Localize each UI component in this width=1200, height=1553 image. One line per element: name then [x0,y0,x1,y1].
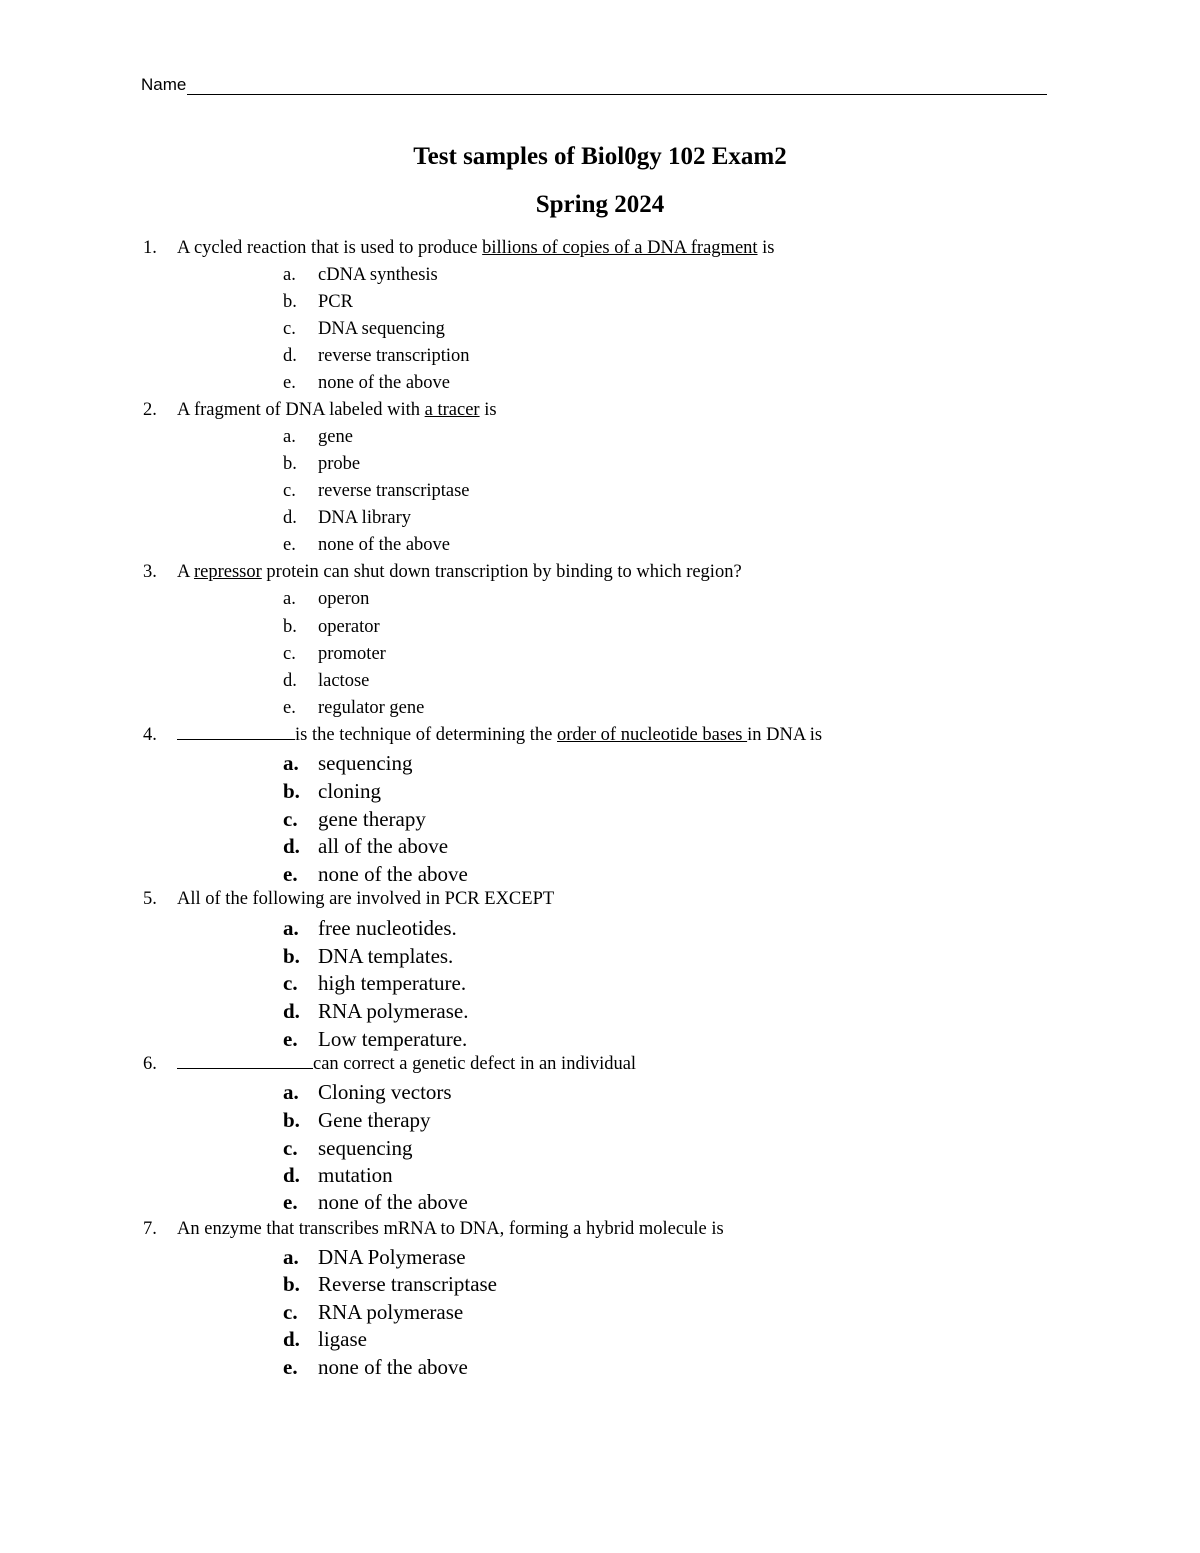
option-letter: b. [283,1272,300,1296]
option-letter: e. [283,1027,298,1051]
option-text: none of the above [318,1355,468,1379]
answer-option[interactable] [283,617,380,638]
answer-option[interactable] [283,779,381,804]
answer-option[interactable] [283,373,450,394]
exam-term: Spring 2024 [535,191,665,218]
answer-option[interactable] [283,1108,431,1133]
question-text: is [479,400,497,420]
answer-option[interactable] [283,698,424,719]
answer-option[interactable] [283,535,450,556]
option-text: none of the above [318,1190,468,1214]
option-letter: c. [283,481,296,501]
answer-option[interactable] [283,508,411,529]
question-5 [143,889,554,910]
option-letter: c. [283,1136,298,1160]
question-1 [143,238,775,259]
option-text: free nucleotides. [318,916,457,940]
option-text: ligase [318,1327,367,1351]
answer-option[interactable] [283,1136,412,1161]
option-text: RNA polymerase. [318,999,469,1023]
option-letter: d. [283,999,300,1023]
option-text: PCR [318,292,353,312]
option-letter: e. [283,535,296,555]
question-number: 1. [143,238,157,258]
answer-option[interactable] [283,944,453,969]
option-letter: e. [283,862,298,886]
option-letter: a. [283,1245,299,1269]
answer-option[interactable] [283,1080,452,1105]
option-text: mutation [318,1163,393,1187]
answer-blank[interactable] [177,724,295,740]
answer-option[interactable] [283,427,353,448]
name-blank-line[interactable] [187,77,1047,95]
question-text: A cycled reaction that is used to produce [177,238,483,258]
option-letter: c. [283,807,298,831]
question-text: An enzyme that transcribes mRNA to DNA, forming a hybrid molecule is [177,1219,724,1239]
question-text: protein can shut down transcription by binding to which region? [261,562,742,582]
option-text: DNA sequencing [318,319,445,339]
option-letter: e. [283,1190,298,1214]
question-text: is [757,238,775,258]
option-letter: b. [283,454,297,474]
option-letter: b. [283,292,297,312]
option-letter: a. [283,589,296,609]
option-text: Reverse transcriptase [318,1272,498,1296]
question-text-underlined: a tracer [424,400,480,420]
option-letter: b. [283,1108,300,1132]
option-text: probe [318,454,361,474]
answer-blank[interactable] [177,1053,313,1069]
answer-option[interactable] [283,265,438,286]
answer-option[interactable] [283,971,466,996]
answer-option[interactable] [283,671,369,692]
option-letter: e. [283,698,296,718]
question-number: 6. [143,1054,157,1074]
question-3 [143,562,742,583]
answer-option[interactable] [283,292,353,313]
option-text: Low temperature. [318,1027,468,1051]
option-text: regulator gene [318,698,425,718]
answer-option[interactable] [283,807,426,832]
answer-option[interactable] [283,1355,468,1380]
option-text: none of the above [318,535,451,555]
option-letter: b. [283,779,300,803]
answer-option[interactable] [283,454,360,475]
question-2 [143,400,497,421]
answer-option[interactable] [283,834,448,859]
option-text: DNA Polymerase [318,1245,466,1269]
exam-title: Test samples of Biol0gy 102 Exam2 [413,143,787,170]
answer-option[interactable] [283,1190,468,1215]
option-letter: c. [283,319,296,339]
option-letter: d. [283,1163,300,1187]
option-letter: a. [283,916,299,940]
option-letter: d. [283,671,297,691]
option-text: sequencing [318,751,413,775]
option-text: none of the above [318,862,468,886]
answer-option[interactable] [283,862,468,887]
question-number: 4. [143,725,157,745]
question-number: 3. [143,562,157,582]
option-letter: d. [283,834,300,858]
question-number: 2. [143,400,157,420]
option-text: promoter [318,644,386,664]
question-text-underlined: repressor [193,562,262,582]
name-label: Name [141,75,187,94]
option-letter: b. [283,617,297,637]
question-text: A fragment of DNA labeled with [177,400,425,420]
option-text: gene therapy [318,807,426,831]
option-letter: b. [283,944,300,968]
option-text: reverse transcriptase [318,481,470,501]
option-text: sequencing [318,1136,413,1160]
option-letter: a. [283,265,296,285]
question-number: 7. [143,1219,157,1239]
option-text: reverse transcription [318,346,470,366]
option-text: none of the above [318,373,451,393]
option-text: gene [318,427,353,447]
answer-option[interactable] [283,1163,393,1188]
question-text-underlined: billions of copies of a DNA fragment [482,238,758,258]
question-4 [143,724,822,746]
option-letter: c. [283,644,296,664]
option-text: cloning [318,779,381,803]
answer-option[interactable] [283,916,457,941]
answer-option[interactable] [283,319,445,340]
question-text: A [177,562,194,582]
question-text: in DNA is [747,725,823,745]
answer-option[interactable] [283,1245,466,1270]
option-letter: e. [283,1355,298,1379]
question-text: can correct a genetic defect in an individual [313,1054,637,1074]
answer-option[interactable] [283,1327,367,1352]
question-text: is the technique of determining the [295,725,558,745]
option-text: cDNA synthesis [318,265,438,285]
option-letter: d. [283,1327,300,1351]
option-text: operator [318,617,380,637]
question-6 [143,1053,636,1075]
option-letter: a. [283,751,299,775]
option-letter: d. [283,346,297,366]
option-text: high temperature. [318,971,467,995]
name-field-row [141,75,1047,95]
answer-option[interactable] [283,999,468,1024]
answer-option[interactable] [283,481,470,502]
option-text: operon [318,589,370,609]
answer-option[interactable] [283,644,386,665]
option-letter: a. [283,427,296,447]
option-text: DNA library [318,508,411,528]
answer-option[interactable] [283,1272,497,1297]
option-letter: d. [283,508,297,528]
option-text: RNA polymerase [318,1300,464,1324]
answer-option[interactable] [283,1027,467,1052]
option-text: lactose [318,671,370,691]
option-text: Cloning vectors [318,1080,452,1104]
option-text: Gene therapy [318,1108,431,1132]
answer-option[interactable] [283,589,369,610]
option-letter: c. [283,1300,298,1324]
question-text: All of the following are involved in PCR EXCEPT [177,889,555,909]
question-number: 5. [143,889,157,909]
answer-option[interactable] [283,751,412,776]
option-text: all of the above [318,834,449,858]
option-letter: c. [283,971,298,995]
option-text: DNA templates. [318,944,454,968]
answer-option[interactable] [283,346,470,367]
answer-option[interactable] [283,1300,463,1325]
question-text-underlined: order of nucleotide bases [557,725,748,745]
option-letter: e. [283,373,296,393]
question-7 [143,1219,724,1240]
option-letter: a. [283,1080,299,1104]
